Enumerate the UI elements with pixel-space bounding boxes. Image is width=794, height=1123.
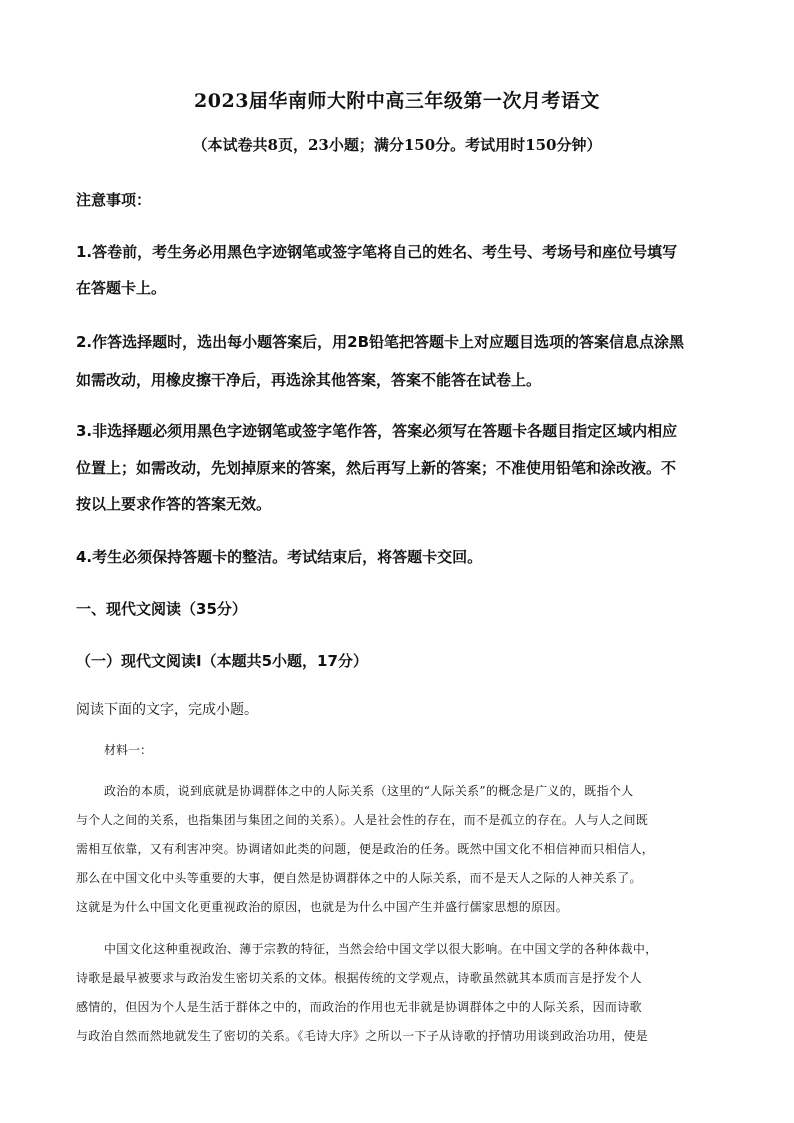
notice-item-2-line-1: 2.作答选择题时，选出每小题答案后，用2B铅笔把答题卡上对应题目选项的答案信息点涂黑	[76, 333, 685, 351]
notice-item-2-line-2: 如需改动，用橡皮擦干净后，再选涂其他答案，答案不能答在试卷上。	[76, 371, 542, 389]
paragraph-1-line-2: 与个人之间的关系，也指集团与集团之间的关系）。人是社会性的存在，而不是孤立的存在。人与人之间既	[76, 813, 649, 827]
paragraph-1-line-4: 那么在中国文化中头等重要的大事，便自然是协调群体之中的人际关系，而不是天人之际的人神关系了。	[76, 871, 642, 885]
paragraph-2-line-4: 与政治自然而然地就发生了密切的关系。《毛诗大序》之所以一下子从诗歌的抒情功用谈到政治功用，使是	[76, 1029, 649, 1043]
material-label: 材料一：	[104, 743, 153, 757]
notice-item-3-line-3: 按以上要求作答的答案无效。	[76, 495, 272, 513]
notice-item-3-line-1: 3.非选择题必须用黑色字迹钢笔或签字笔作答，答案必须写在答题卡各题目指定区域内相应	[76, 422, 678, 440]
notice-item-4-line-1: 4.考生必须保持答题卡的整洁。考试结束后，将答题卡交回。	[76, 548, 483, 566]
notice-heading: 注意事项：	[76, 191, 152, 209]
notice-item-1-line-2: 在答题卡上。	[76, 279, 167, 297]
paragraph-1-line-3: 需相互依靠，又有利害冲突。协调诸如此类的问题，便是政治的任务。既然中国文化不相信神而只相信人，	[76, 842, 655, 856]
exam-title: 2023届华南师大附中高三年级第一次月考语文	[194, 90, 600, 112]
notice-item-3-line-2: 位置上；如需改动，先划掉原来的答案，然后再写上新的答案；不准使用铅笔和涂改液。不	[76, 459, 677, 477]
reading-instruction: 阅读下面的文字，完成小题。	[76, 702, 258, 718]
paragraph-2-line-2: 诗歌是最早被要求与政治发生密切关系的文体。根据传统的文学观点，诗歌虽然就其本质而言是抒发个人	[76, 971, 642, 985]
sub-heading: （一）现代文阅读Ⅰ（本题共5小题，17分）	[76, 652, 368, 670]
paragraph-2-line-1: 中国文化这种重视政治、薄于宗教的特征，当然会给中国文学以很大影响。在中国文学的各种体裁中，	[104, 942, 658, 956]
part-heading: 一、现代文阅读（35分）	[76, 600, 247, 618]
paragraph-2-line-3: 感情的，但因为个人是生活于群体之中的，而政治的作用也无非就是协调群体之中的人际关系，因而诗歌	[76, 1000, 642, 1014]
exam-subtitle: （本试卷共8页，23小题；满分150分。考试用时150分钟）	[192, 136, 602, 154]
paragraph-1-line-5: 这就是为什么中国文化更重视政治的原因，也就是为什么中国产生并盛行儒家思想的原因。	[76, 900, 569, 914]
notice-item-1-line-1: 1.答卷前，考生务必用黑色字迹钢笔或签字笔将自己的姓名、考生号、考场号和座位号填写	[76, 243, 678, 261]
paragraph-1-line-1: 政治的本质，说到底就是协调群体之中的人际关系（这里的“人际关系”的概念是广义的，既指个人	[104, 784, 634, 798]
